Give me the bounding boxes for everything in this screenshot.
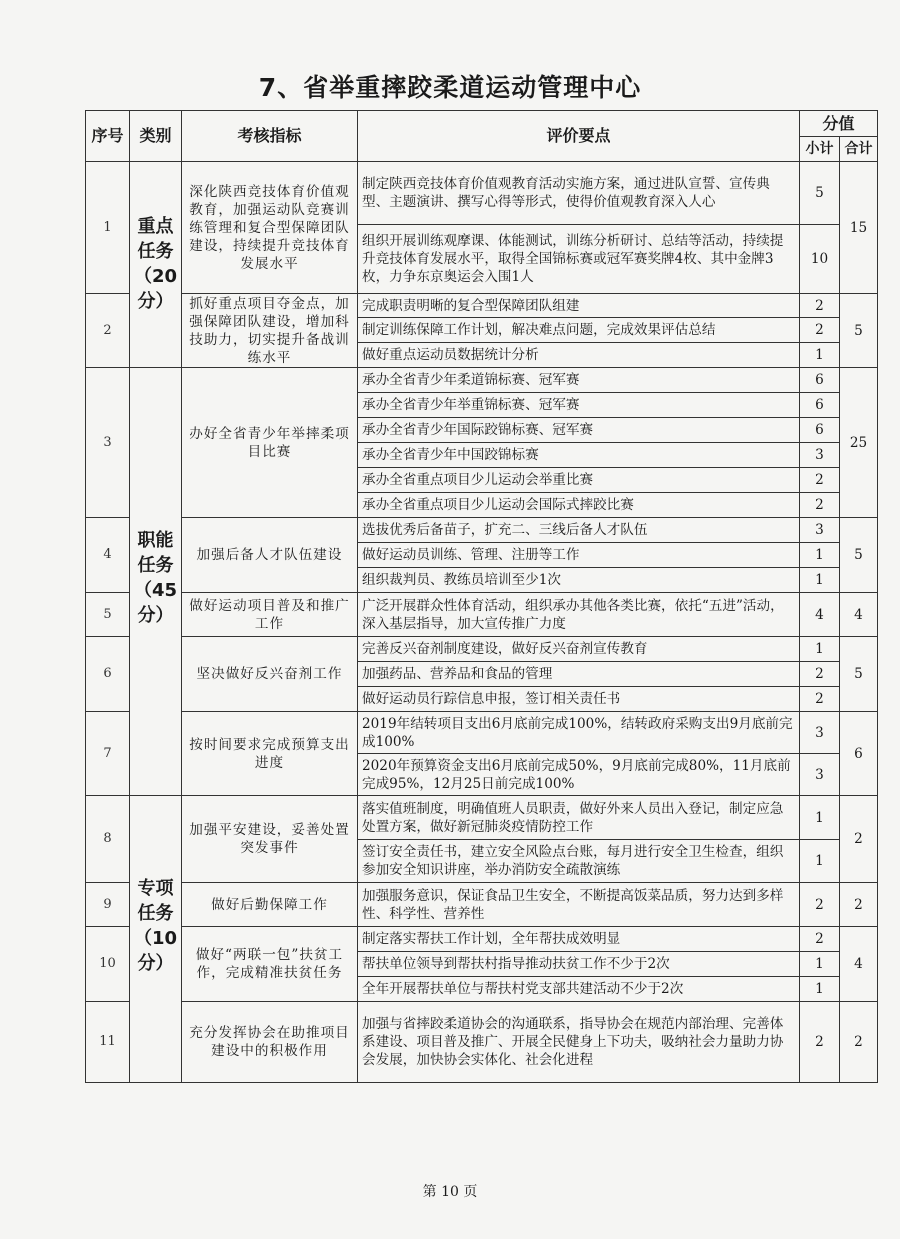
total-cell: 2 xyxy=(840,1002,878,1083)
subtotal-cell: 3 xyxy=(800,518,840,543)
category-score: （45分） xyxy=(134,580,178,626)
category-score: （20分） xyxy=(134,266,178,312)
criteria-cell: 选拔优秀后备苗子，扩充二、三线后备人才队伍 xyxy=(358,518,800,543)
indicator-cell: 充分发挥协会在助推项目建设中的积极作用 xyxy=(182,1002,358,1083)
criteria-cell: 完善反兴奋剂制度建设，做好反兴奋剂宣传教育 xyxy=(358,637,800,662)
category-cell xyxy=(130,368,182,796)
indicator-cell: 做好运动项目普及和推广工作 xyxy=(182,593,358,637)
criteria-cell: 承办全省青少年中国跤锦标赛 xyxy=(358,443,800,468)
indicator-cell: 做好“两联一包”扶贫工作，完成精准扶贫任务 xyxy=(182,927,358,1002)
page-title: 7、省举重摔跤柔道运动管理中心 xyxy=(258,73,642,102)
category-cell xyxy=(130,162,182,368)
header-subtotal: 小计 xyxy=(800,137,840,162)
header-indicator: 考核指标 xyxy=(182,111,358,162)
header-category: 类别 xyxy=(130,111,182,162)
criteria-cell: 广泛开展群众性体育活动，组织承办其他各类比赛，依托“五进”活动，深入基层指导，加大宣传推广力度 xyxy=(358,593,800,637)
subtotal-cell: 2 xyxy=(800,1002,840,1083)
criteria-cell: 承办全省青少年国际跤锦标赛、冠军赛 xyxy=(358,418,800,443)
indicator-cell: 抓好重点项目夺金点，加强保障团队建设，增加科技助力，切实提升备战训练水平 xyxy=(182,294,358,368)
table-row xyxy=(86,294,878,318)
criteria-cell: 做好运动员行踪信息申报，签订相关责任书 xyxy=(358,687,800,712)
category-name: 职能任务 xyxy=(137,530,174,576)
table-row xyxy=(86,368,878,393)
subtotal-cell: 3 xyxy=(800,712,840,754)
page-number: 第 10 页 xyxy=(422,1184,478,1200)
table-row xyxy=(86,518,878,543)
assessment-table xyxy=(85,110,878,1083)
row-seq: 10 xyxy=(86,927,130,1002)
criteria-cell: 制定陕西竞技体育价值观教育活动实施方案，通过进队宣誓、宣传典型、主题演讲、撰写心得等形式，使得价值观教育深入人心 xyxy=(358,162,800,225)
criteria-cell: 承办全省重点项目少儿运动会举重比赛 xyxy=(358,468,800,493)
row-seq: 8 xyxy=(86,796,130,883)
row-seq: 5 xyxy=(86,593,130,637)
criteria-cell: 承办全省青少年举重锦标赛、冠军赛 xyxy=(358,393,800,418)
table-row xyxy=(86,593,878,637)
total-cell: 15 xyxy=(840,162,878,294)
category-cell xyxy=(130,796,182,1083)
total-cell: 5 xyxy=(840,294,878,368)
subtotal-cell: 2 xyxy=(800,318,840,343)
criteria-cell: 组织裁判员、教练员培训至少1次 xyxy=(358,568,800,593)
criteria-cell: 组织开展训练观摩课、体能测试，训练分析研讨、总结等活动，持续提升竞技体育发展水平，取得全国锦标赛或冠军赛奖牌4枚、其中金牌3枚，力争东京奥运会入围1人 xyxy=(358,225,800,294)
subtotal-cell: 2 xyxy=(800,468,840,493)
criteria-cell: 加强与省摔跤柔道协会的沟通联系，指导协会在规范内部治理、完善体系建设、项目普及推广、开展全民健身上下功夫，吸纳社会力量助力协会发展，加快协会实体化、社会化进程 xyxy=(358,1002,800,1083)
criteria-cell: 帮扶单位领导到帮扶村指导推动扶贫工作不少于2次 xyxy=(358,952,800,977)
subtotal-cell: 1 xyxy=(800,796,840,840)
subtotal-cell: 5 xyxy=(800,162,840,225)
criteria-cell: 加强药品、营养品和食品的管理 xyxy=(358,662,800,687)
header-total: 合计 xyxy=(840,137,878,162)
subtotal-cell: 3 xyxy=(800,754,840,796)
table-row xyxy=(86,883,878,927)
criteria-cell: 完成职责明晰的复合型保障团队组建 xyxy=(358,294,800,318)
row-seq: 6 xyxy=(86,637,130,712)
criteria-cell: 全年开展帮扶单位与帮扶村党支部共建活动不少于2次 xyxy=(358,977,800,1002)
subtotal-cell: 1 xyxy=(800,343,840,368)
row-seq: 1 xyxy=(86,162,130,294)
row-seq: 9 xyxy=(86,883,130,927)
row-seq: 11 xyxy=(86,1002,130,1083)
indicator-cell: 深化陕西竞技体育价值观教育，加强运动队竞赛训练管理和复合型保障团队建设，持续提升竞技体育发展水平 xyxy=(182,162,358,294)
total-cell: 5 xyxy=(840,637,878,712)
criteria-cell: 制定落实帮扶工作计划，全年帮扶成效明显 xyxy=(358,927,800,952)
criteria-cell: 承办全省青少年柔道锦标赛、冠军赛 xyxy=(358,368,800,393)
subtotal-cell: 6 xyxy=(800,393,840,418)
criteria-cell: 加强服务意识，保证食品卫生安全，不断提高饭菜品质，努力达到多样性、科学性、营养性 xyxy=(358,883,800,927)
subtotal-cell: 4 xyxy=(800,593,840,637)
total-cell: 25 xyxy=(840,368,878,518)
criteria-cell: 2019年结转项目支出6月底前完成100%，结转政府采购支出9月底前完成100% xyxy=(358,712,800,754)
total-cell: 2 xyxy=(840,796,878,883)
total-cell: 4 xyxy=(840,593,878,637)
subtotal-cell: 2 xyxy=(800,662,840,687)
row-seq: 2 xyxy=(86,294,130,368)
criteria-cell: 做好运动员训练、管理、注册等工作 xyxy=(358,543,800,568)
category-name: 重点任务 xyxy=(137,216,174,262)
total-cell: 4 xyxy=(840,927,878,1002)
subtotal-cell: 2 xyxy=(800,883,840,927)
table-row xyxy=(86,796,878,840)
total-cell: 5 xyxy=(840,518,878,593)
row-seq: 3 xyxy=(86,368,130,518)
header-score: 分值 xyxy=(800,111,878,137)
subtotal-cell: 1 xyxy=(800,543,840,568)
indicator-cell: 做好后勤保障工作 xyxy=(182,883,358,927)
indicator-cell: 加强后备人才队伍建设 xyxy=(182,518,358,593)
category-name: 专项任务 xyxy=(137,878,174,924)
table-body xyxy=(86,162,878,1083)
table-row xyxy=(86,712,878,754)
table-row xyxy=(86,637,878,662)
header-seq: 序号 xyxy=(86,111,130,162)
total-cell: 2 xyxy=(840,883,878,927)
table-row xyxy=(86,162,878,225)
subtotal-cell: 6 xyxy=(800,418,840,443)
header-criteria: 评价要点 xyxy=(358,111,800,162)
indicator-cell: 按时间要求完成预算支出进度 xyxy=(182,712,358,796)
subtotal-cell: 6 xyxy=(800,368,840,393)
subtotal-cell: 1 xyxy=(800,568,840,593)
subtotal-cell: 2 xyxy=(800,687,840,712)
table-row xyxy=(86,1002,878,1083)
category-score: （10分） xyxy=(134,928,178,974)
subtotal-cell: 1 xyxy=(800,952,840,977)
subtotal-cell: 2 xyxy=(800,294,840,318)
criteria-cell: 承办全省重点项目少儿运动会国际式摔跤比赛 xyxy=(358,493,800,518)
total-cell: 6 xyxy=(840,712,878,796)
criteria-cell: 2020年预算资金支出6月底前完成50%，9月底前完成80%，11月底前完成95%，12月25日前完成100% xyxy=(358,754,800,796)
subtotal-cell: 10 xyxy=(800,225,840,294)
criteria-cell: 做好重点运动员数据统计分析 xyxy=(358,343,800,368)
criteria-cell: 落实值班制度，明确值班人员职责，做好外来人员出入登记，制定应急处置方案，做好新冠肺炎疫情防控工作 xyxy=(358,796,800,840)
row-seq: 4 xyxy=(86,518,130,593)
indicator-cell: 加强平安建设，妥善处置突发事件 xyxy=(182,796,358,883)
criteria-cell: 制定训练保障工作计划，解决难点问题，完成效果评估总结 xyxy=(358,318,800,343)
indicator-cell: 办好全省青少年举摔柔项目比赛 xyxy=(182,368,358,518)
criteria-cell: 签订安全责任书，建立安全风险点台账，每月进行安全卫生检查，组织参加安全知识讲座，举办消防安全疏散演练 xyxy=(358,840,800,883)
table-row xyxy=(86,927,878,952)
subtotal-cell: 2 xyxy=(800,493,840,518)
subtotal-cell: 1 xyxy=(800,840,840,883)
subtotal-cell: 3 xyxy=(800,443,840,468)
indicator-cell: 坚决做好反兴奋剂工作 xyxy=(182,637,358,712)
subtotal-cell: 1 xyxy=(800,977,840,1002)
subtotal-cell: 2 xyxy=(800,927,840,952)
row-seq: 7 xyxy=(86,712,130,796)
subtotal-cell: 1 xyxy=(800,637,840,662)
